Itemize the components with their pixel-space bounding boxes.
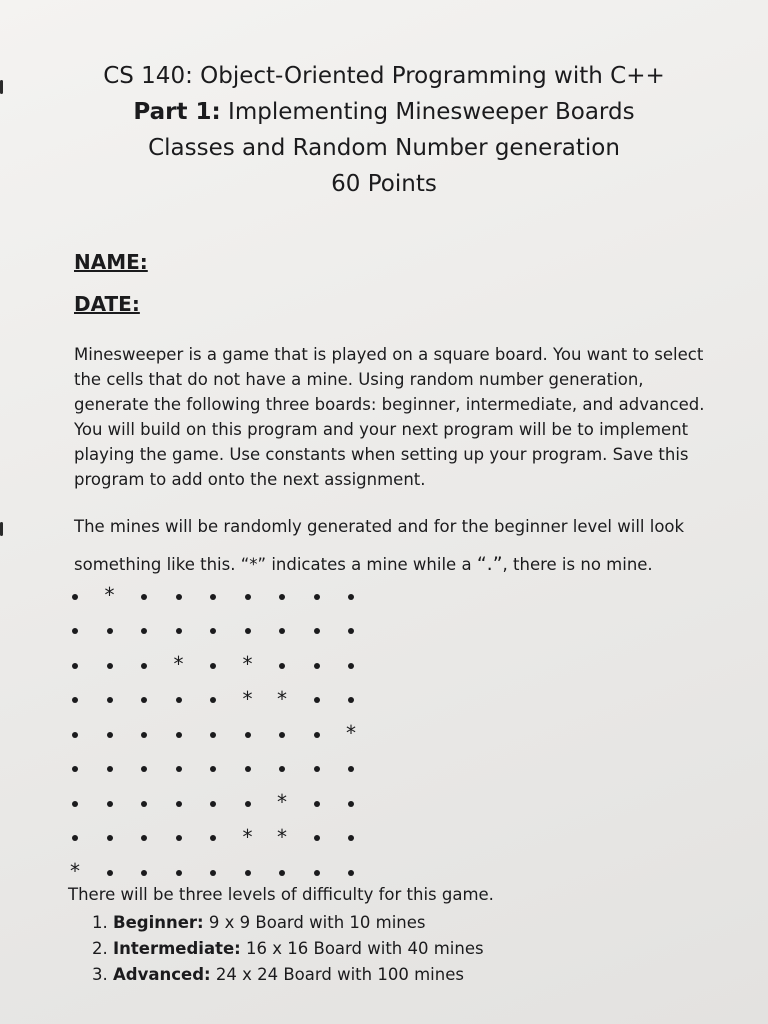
empty-cell bbox=[302, 684, 332, 714]
empty-cell bbox=[267, 615, 297, 645]
empty-cell bbox=[129, 684, 159, 714]
empty-cell bbox=[233, 787, 263, 817]
part-line bbox=[0, 94, 768, 130]
levels-list bbox=[92, 910, 484, 988]
empty-cell bbox=[198, 718, 228, 748]
mine-cell: * bbox=[242, 686, 253, 711]
empty-cell bbox=[267, 649, 297, 679]
mine-cell: * bbox=[242, 652, 253, 676]
empty-cell bbox=[198, 684, 228, 714]
date-label: DATE: bbox=[74, 292, 140, 316]
subtitle: Classes and Random Number generation bbox=[148, 135, 620, 161]
empty-cell bbox=[60, 684, 90, 714]
empty-cell bbox=[129, 615, 159, 645]
empty-cell bbox=[233, 753, 263, 783]
empty-cell bbox=[233, 580, 263, 610]
empty-cell bbox=[129, 787, 159, 817]
mine-cell: * bbox=[346, 721, 356, 745]
empty-cell bbox=[198, 649, 228, 679]
empty-cell bbox=[129, 649, 159, 679]
empty-cell bbox=[164, 718, 194, 748]
name-label: NAME: bbox=[74, 250, 148, 274]
empty-cell bbox=[336, 684, 366, 714]
mines-intro-line1: The mines will be randomly generated and for the beginner level will look bbox=[74, 517, 685, 536]
empty-cell bbox=[267, 580, 297, 610]
mine-cell: * bbox=[104, 583, 115, 607]
empty-cell bbox=[95, 822, 125, 852]
empty-cell bbox=[60, 615, 90, 645]
empty-cell bbox=[233, 615, 263, 645]
empty-cell bbox=[95, 649, 125, 679]
levels-intro: There will be three levels of difficulty for this game. bbox=[68, 885, 494, 904]
empty-cell bbox=[336, 580, 366, 610]
level-desc: 16 x 16 Board with 40 mines bbox=[246, 939, 484, 958]
empty-cell bbox=[95, 787, 125, 817]
empty-cell bbox=[267, 856, 297, 886]
mine-cell: * bbox=[173, 652, 184, 676]
mine-cell: * bbox=[277, 686, 287, 711]
mines-intro-post: , there is no mine. bbox=[502, 555, 653, 574]
empty-cell bbox=[302, 753, 332, 783]
empty-cell bbox=[302, 718, 332, 748]
empty-cell bbox=[164, 684, 194, 714]
level-item bbox=[92, 910, 484, 936]
empty-cell bbox=[60, 753, 90, 783]
points: 60 Points bbox=[331, 171, 437, 197]
empty-cell bbox=[164, 753, 194, 783]
empty-cell bbox=[336, 753, 366, 783]
part-label: Part 1: bbox=[133, 99, 221, 125]
empty-cell bbox=[302, 649, 332, 679]
empty-cell bbox=[198, 753, 228, 783]
empty-cell bbox=[60, 822, 90, 852]
level-item bbox=[92, 936, 484, 962]
empty-cell bbox=[336, 615, 366, 645]
empty-cell bbox=[336, 649, 366, 679]
empty-cell bbox=[95, 718, 125, 748]
empty-cell bbox=[95, 684, 125, 714]
empty-cell bbox=[198, 580, 228, 610]
level-name: Advanced: bbox=[113, 965, 211, 984]
level-name: Beginner: bbox=[113, 913, 204, 932]
mines-intro-line2 bbox=[74, 553, 714, 575]
empty-cell bbox=[336, 822, 366, 852]
empty-cell bbox=[233, 856, 263, 886]
empty-cell bbox=[267, 753, 297, 783]
level-number: 1. bbox=[92, 913, 108, 932]
level-number: 2. bbox=[92, 939, 108, 958]
level-name: Intermediate: bbox=[113, 939, 241, 958]
course-title: CS 140: Object-Oriented Programming with C++ bbox=[103, 63, 665, 89]
empty-cell bbox=[95, 753, 125, 783]
empty-cell bbox=[336, 856, 366, 886]
empty-cell bbox=[302, 822, 332, 852]
empty-cell bbox=[129, 822, 159, 852]
header bbox=[0, 58, 768, 202]
empty-cell bbox=[129, 856, 159, 886]
empty-cell bbox=[129, 718, 159, 748]
level-desc: 9 x 9 Board with 10 mines bbox=[208, 913, 426, 932]
mine-cell: * bbox=[277, 824, 287, 849]
empty-cell bbox=[302, 580, 332, 610]
mine-cell: * bbox=[242, 824, 253, 849]
empty-cell bbox=[164, 580, 194, 610]
dot-symbol: “.” bbox=[476, 553, 503, 575]
empty-cell bbox=[198, 787, 228, 817]
paper-edge-mark bbox=[0, 522, 3, 536]
empty-cell bbox=[60, 649, 90, 679]
empty-cell bbox=[198, 856, 228, 886]
empty-cell bbox=[164, 787, 194, 817]
mines-intro-pre: something like this. “*” indicates a mine while a bbox=[74, 555, 477, 574]
empty-cell bbox=[60, 580, 90, 610]
empty-cell bbox=[164, 856, 194, 886]
empty-cell bbox=[267, 718, 297, 748]
empty-cell bbox=[95, 856, 125, 886]
empty-cell bbox=[336, 787, 366, 817]
empty-cell bbox=[302, 615, 332, 645]
empty-cell bbox=[198, 615, 228, 645]
part-title: Implementing Minesweeper Boards bbox=[228, 99, 635, 125]
empty-cell bbox=[164, 615, 194, 645]
empty-cell bbox=[95, 615, 125, 645]
empty-cell bbox=[233, 718, 263, 748]
mine-cell: * bbox=[277, 790, 287, 814]
empty-cell bbox=[129, 753, 159, 783]
description: Minesweeper is a game that is played on a square board. You want to select the cells that do not have a mine. Using random number generation, generate the following three boards: beginner, intermediate, and advanced. You will build on this program and your next program will be to implement playing the game. Use constants when setting up your program. Save this program to add onto the next assignment. bbox=[74, 345, 705, 489]
empty-cell bbox=[164, 822, 194, 852]
level-number: 3. bbox=[92, 965, 108, 984]
empty-cell bbox=[198, 822, 228, 852]
empty-cell bbox=[302, 787, 332, 817]
level-desc: 24 x 24 Board with 100 mines bbox=[215, 965, 464, 984]
empty-cell bbox=[60, 718, 90, 748]
empty-cell bbox=[302, 856, 332, 886]
empty-cell bbox=[60, 787, 90, 817]
level-item bbox=[92, 962, 484, 988]
empty-cell bbox=[129, 580, 159, 610]
mine-cell: * bbox=[70, 859, 80, 883]
